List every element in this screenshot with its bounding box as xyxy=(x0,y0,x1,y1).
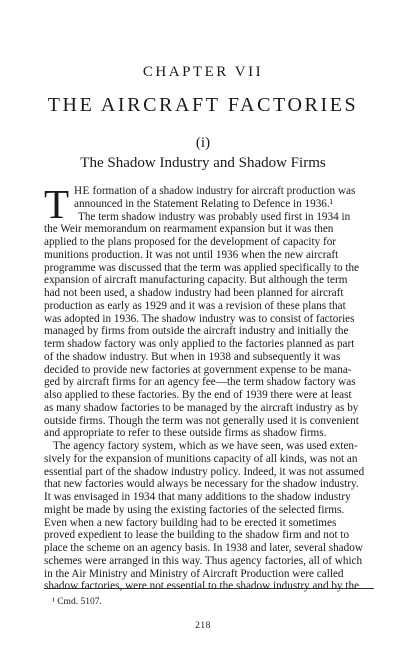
text-line: also applied to these factories. By the end of 1939 there were at least xyxy=(44,389,352,401)
text-line: proved expedient to lease the building to the shadow firm and not to xyxy=(44,529,350,542)
text-line: schemes were arranged in this way. Thus agency factories, all of which xyxy=(44,554,363,567)
section-title: The Shadow Industry and Shadow Firms xyxy=(80,155,326,171)
text-line: production as early as 1929 and it was a revision of these plans that xyxy=(44,299,346,312)
text-line: essential part of the shadow industry policy. Indeed, it was not assumed xyxy=(44,465,365,478)
text-line: the Weir memorandum on rearmament expansion but it was then xyxy=(44,223,334,236)
chapter-title: THE AIRCRAFT FACTORIES xyxy=(47,94,359,116)
text-line: munitions production. It was not until 1936 when the new aircraft xyxy=(44,248,339,261)
text-line: sively for the expansion of munitions capacity of all kinds, was not an xyxy=(44,452,358,465)
text-line: HE formation of a shadow industry for aircraft production was xyxy=(74,185,356,197)
first-word-rest: HE xyxy=(74,185,90,197)
drop-cap: T xyxy=(44,181,70,227)
text-line: The agency factory system, which as we have seen, was used exten- xyxy=(53,440,358,452)
body-text xyxy=(44,181,374,593)
text-line: Even when a new factory building had to be erected it sometimes xyxy=(44,516,337,529)
text-line: that new factories would always be necessary for the shadow industry. xyxy=(44,478,359,491)
text-line: programme was discussed that the term was applied specifically to the xyxy=(44,261,360,274)
page-number: 218 xyxy=(195,621,211,631)
text-line: had not been used, a shadow industry had been planned for aircraft xyxy=(44,287,344,299)
text-line: announced in the Statement Relating to Defence in 1936.¹ xyxy=(74,197,334,210)
text-line: ged by aircraft firms for an agency fee—the term shadow factory was xyxy=(44,376,356,389)
text-line: The term shadow industry was probably used first in 1934 in xyxy=(78,210,351,223)
text-line: was adopted in 1936. The shadow industry was to consist of factories xyxy=(44,312,355,325)
text-line: managed by firms from outside the aircraft industry and initially the xyxy=(44,325,349,338)
text-line: place the scheme on an agency basis. In 1938 and later, several shadow xyxy=(44,542,363,554)
text-line: decided to provide new factories at government expense to be mana- xyxy=(44,363,352,376)
text-line: as many shadow factories to be managed by the aircraft industry as by xyxy=(44,401,359,414)
text-line: It was envisaged in 1934 that many additions to the shadow industry xyxy=(44,491,351,503)
footnote-divider xyxy=(44,588,374,589)
text-line: outside firms. Though the term was not generally used it is convenient xyxy=(44,414,359,427)
footnote: ¹ Cmd. 5107. xyxy=(52,597,102,607)
text-line: expansion of aircraft manufacturing capacity. But although the term xyxy=(44,274,348,287)
text-line: in the Air Ministry and Ministry of Aircraft Production were called xyxy=(44,567,344,580)
chapter-label: CHAPTER VII xyxy=(142,64,264,80)
text-line: applied to the plans proposed for the development of capacity for xyxy=(44,236,337,248)
text-line: and appropriate to refer to these outside firms as shadow firms. xyxy=(44,427,327,440)
text-line: of the shadow industry. But when in 1938 and subsequently it was xyxy=(44,350,341,363)
text-line: shadow factories, were not essential to the shadow industry and by the xyxy=(44,580,360,593)
text-line: might be made by using the existing factories of the selected firms. xyxy=(44,503,345,516)
section-number: (i) xyxy=(195,135,211,151)
text-line: term shadow factory was only applied to the factories planned as part xyxy=(44,338,355,350)
